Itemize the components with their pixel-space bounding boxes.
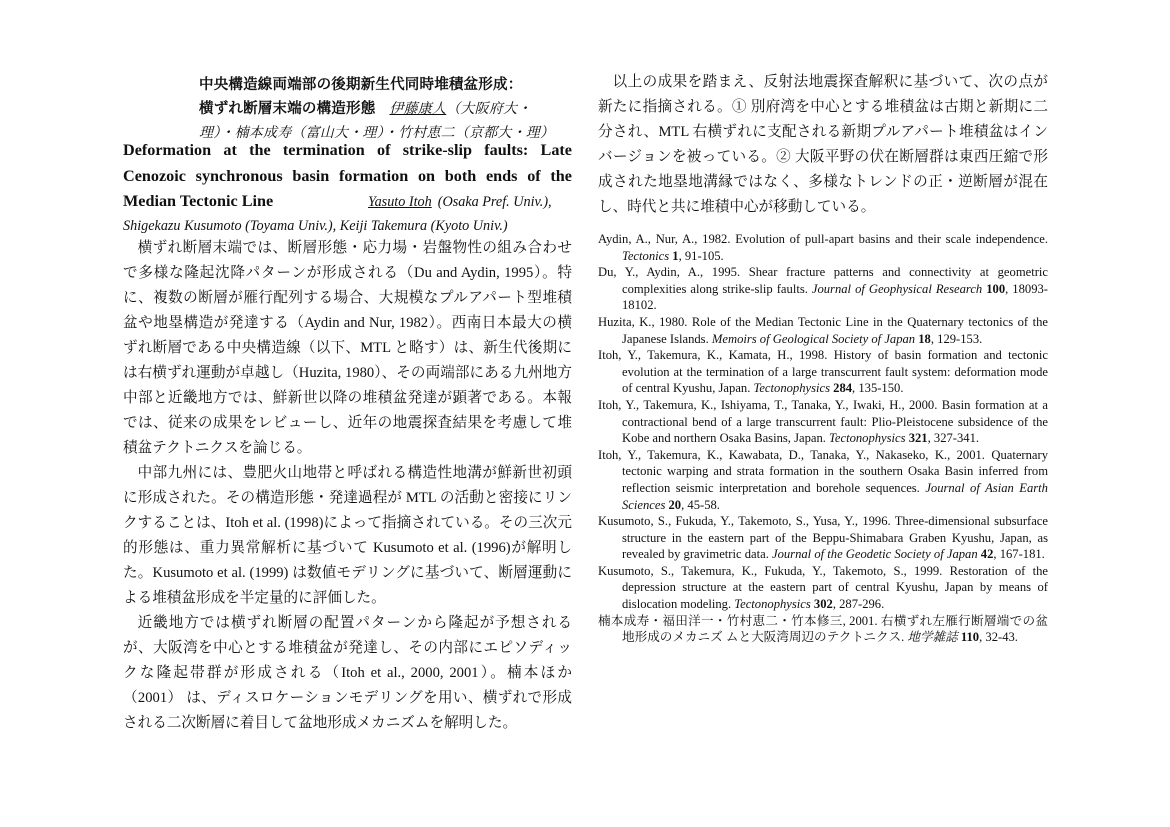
reference-pages: , 45-58. [681, 497, 720, 512]
reference-item [598, 563, 1048, 613]
japanese-title-subtitle: 横ずれ断層末端の構造形態 [199, 101, 376, 117]
reference-journal: Tectonophysics [753, 381, 830, 396]
reference-item [598, 447, 1048, 513]
reference-text: Kusumoto, S., Takemura, K., Fukuda, Y., Takemoto, S., 1999. Restoration of the depression structure at the eastern part of central Kyushu, Japan by means of dislocation modeling. [598, 563, 1048, 612]
english-first-affiliation: (Osaka Pref. Univ.), [437, 194, 552, 210]
reference-item [598, 397, 1048, 447]
reference-volume: 42 [977, 547, 994, 562]
reference-pages: , 32-43. [979, 630, 1018, 645]
reference-item [598, 264, 1048, 314]
reference-journal: Tectonics [622, 248, 670, 263]
japanese-title-block [199, 73, 573, 145]
reference-item [598, 347, 1048, 397]
reference-pages: , 287-296. [832, 597, 885, 612]
reference-volume: 1 [669, 248, 679, 263]
reference-text: Itoh, Y., Takemura, K., Kamata, H., 1998. History of basin formation and tectonic evolution at the termination of a large transcurrent fault system: deformation mode of central Kyushu, Japan. [598, 348, 1048, 396]
reference-journal: Tectonophysics [734, 597, 811, 612]
japanese-first-author: 伊藤康人 [389, 101, 447, 117]
japanese-title-line3: 理）・楠本成寿（富山大・理）・竹村恵二（京都大・理） [199, 125, 555, 141]
reference-volume: 18 [915, 331, 931, 346]
reference-volume: 100 [982, 281, 1006, 296]
english-other-authors: Shigekazu Kusumoto (Toyama Univ.), Keiji Takemura (Kyoto Univ.) [123, 218, 508, 234]
reference-list [598, 231, 1048, 646]
reference-text: Itoh, Y., Takemura, K., Ishiyama, T., Tanaka, Y., Iwaki, H., 2000. Basin formation at a contractional bend of a large transcurrent fault: Plio-Pleistocene subsidence of the Kobe and northern Osaka Basins, Japan. [598, 397, 1048, 446]
reference-volume: 20 [665, 497, 682, 512]
reference-text: Aydin, A., Nur, A., 1982. Evolution of pull-apart basins and their scale independence. [598, 232, 1048, 246]
reference-pages: , 18093-18102. [622, 281, 1048, 313]
reference-journal: Tectonophysics [829, 431, 906, 446]
reference-text: Itoh, Y., Takemura, K., Kawabata, D., Tanaka, Y., Nakaseko, K., 2001. Quaternary tectonic warping and strata formation in the southern Osaka Basin inferred from reflection seismic interpretation and borehole sequences. [598, 447, 1048, 495]
reference-text: 楠本成寿・福田洋一・竹村恵二・竹本修三, 2001. 右横ずれ左雁行断層端での盆地形成のメカニズ ムと大阪湾周辺のテクトニクス. [598, 613, 1048, 645]
reference-text: Du, Y., Aydin, A., 1995. Shear fracture patterns and connectivity at geometric complexities along strike-slip faults. [598, 265, 1048, 296]
reference-journal: Journal of the Geodetic Society of Japan [772, 547, 978, 562]
japanese-first-affiliation: （大阪府大・ [446, 101, 532, 117]
reference-volume: 284 [830, 381, 853, 396]
reference-journal: 地学雑誌 [907, 630, 958, 645]
english-title: Deformation at the termination of strike-slip faults: Late Cenozoic synchronous basin formation on both ends of the Median Tectonic Line [123, 141, 572, 210]
english-first-author-line [368, 190, 552, 214]
reference-pages: , 327-341. [927, 431, 980, 446]
paragraph-2: 中部九州には、豊肥火山地帯と呼ばれる構造性地溝が鮮新世初頭に形成された。その構造形態・発達過程が MTL の活動と密接にリンクすることは、Itoh et al. (1998)によって指摘されている。その三次元的形態は、重力異常解析に基づいて Kusumoto et al. (1996)が解明した。Kusumoto et al. (1999) は数値モデリングに基づいて、断層運動による堆積盆形成を半定量的に評価した。 [123, 465, 572, 606]
reference-volume: 110 [957, 630, 980, 645]
paragraph-1: 横ずれ断層末端では、断層形態・応力場・岩盤物性の組み合わせで多様な隆起沈降パターンが形成される（Du and Aydin, 1995）。特に、複数の断層が雁行配列する場合、大規模なプルアパート型堆積盆や地塁構造が発達する（Aydin and Nur, 1982）。西南日本最大の横ずれ断層である中央構造線（以下、MTL と略す）は、新生代後期には右横ずれ運動が卓越し（Huzita, 1980）、その両端部にある九州地方中部と近畿地方では、鮮新世以降の堆積盆発達が顕著である。本報では、従来の成果をレビューし、近年の地震探査結果を考慮して堆積盆テクトニクスを論じる。 [123, 240, 572, 456]
reference-journal: Journal of Geophysical Research [811, 281, 983, 296]
reference-volume: 302 [810, 597, 833, 612]
reference-item [598, 513, 1048, 563]
japanese-title-line2 [199, 97, 573, 121]
reference-text: Kusumoto, S., Fukuda, Y., Takemoto, S., Yusa, Y., 1996. Three-dimensional subsurface structure in the eastern part of the Beppu-Shimabara Graben Kyushu, Japan, as revealed by gravimetric data. [598, 514, 1048, 562]
body-text-right [598, 70, 1048, 220]
reference-item [598, 314, 1048, 347]
reference-journal: Memoirs of Geological Society of Japan [711, 331, 916, 346]
reference-item [598, 231, 1048, 264]
body-text-left [123, 236, 572, 736]
reference-journal: Journal of Asian Earth Sciences [622, 480, 1048, 512]
reference-pages: , 91-105. [678, 248, 724, 263]
reference-item [598, 613, 1048, 646]
reference-pages: , 135-150. [852, 381, 904, 396]
reference-text: Huzita, K., 1980. Role of the Median Tectonic Line in the Quaternary tectonics of the Japanese Islands. [598, 314, 1048, 346]
reference-volume: 321 [905, 431, 928, 446]
paragraph-4: 以上の成果を踏まえ、反射法地震探査解釈に基づいて、次の点が新たに指摘される。① 別府湾を中心とする堆積盆は古期と新期に二分され、MTL 右横ずれに支配される新期プルアパート堆積盆はインバージョンを被っている。② 大阪平野の伏在断層群は東西圧縮で形成された地塁地溝縁ではなく、多様なトレンドの正・逆断層が混在し、時代と共に堆積中心が移動している。 [598, 74, 1048, 215]
english-first-author: Yasuto Itoh [368, 194, 432, 210]
reference-pages: , 129-153. [930, 331, 983, 346]
japanese-title-line1: 中央構造線両端部の後期新生代同時堆積盆形成： [199, 77, 523, 93]
reference-pages: , 167-181. [993, 547, 1045, 562]
paragraph-3: 近畿地方では横ずれ断層の配置パターンから隆起が予想されるが、大阪湾を中心とする堆積盆が発達し、その内部にエピソディックな隆起帯群が形成される（Itoh et al., 2000, 2001）。楠本ほか（2001） は、ディスロケーションモデリングを用い、横ずれで形成される二次断層に着目して盆地形成メカニズムを解明した。 [123, 615, 572, 731]
